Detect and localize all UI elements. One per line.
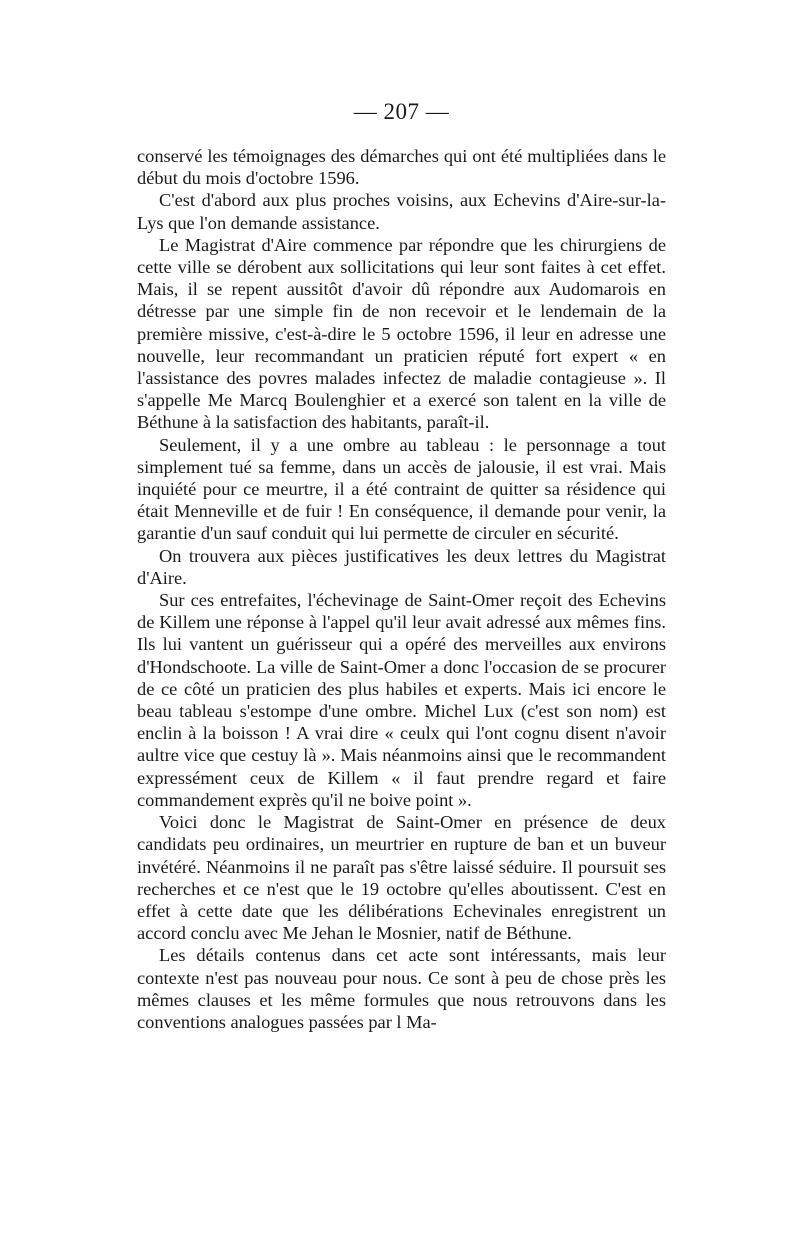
paragraph: Seulement, il y a une ombre au tableau : le personnage a tout simplement tué sa femme, dans un accès de jalousie, il est vrai. Mais inquiété pour ce meurtre, il a été contraint de quitter sa résidence qui était Menneville et de fuir ! En conséquence, il demande pour venir, la garantie d'un sauf conduit qui lui permette de circuler en sécurité. bbox=[137, 434, 666, 544]
page-number: — 207 — bbox=[353, 99, 450, 124]
paragraph: Les détails contenus dans cet acte sont intéressants, mais leur contexte n'est pas nouveau pour nous. Ce sont à peu de chose près les mêmes clauses et les même formules que nous retrouvons dans les conventions analogues passées par l Ma- bbox=[137, 945, 666, 1032]
paragraph: C'est d'abord aux plus proches voisins, aux Echevins d'Aire-sur-la-Lys que l'on demande assistance. bbox=[137, 190, 666, 233]
paragraph: On trouvera aux pièces justificatives les deux lettres du Magistrat d'Aire. bbox=[137, 545, 666, 588]
paragraph: Le Magistrat d'Aire commence par répondre que les chirurgiens de cette ville se dérobent aux sollicitations qui leur sont faites à cet effet. Mais, il se repent aussitôt d'avoir dû répondre aux Audomarois en détresse par une simple fin de non recevoir et le lendemain de la première missive, c'est-à-dire le 5 octobre 1596, il leur en adresse une nouvelle, leur recommandant un praticien réputé fort expert « en l'assistance des povres malades infectez de maladie contagieuse ». Il s'appelle Me Marcq Boulenghier et a exercé son talent en la ville de Béthune à la satisfaction des habitants, paraît-il. bbox=[137, 234, 666, 433]
paragraph: Voici donc le Magistrat de Saint-Omer en présence de deux candidats peu ordinaires, un meurtrier en rupture de ban et un buveur invétéré. Néanmoins il ne paraît pas s'être laissé séduire. Il poursuit ses recherches et ce n'est que le 19 octobre qu'elles aboutissent. C'est en effet à cette date que les délibérations Echevinales enregistrent un accord conclu avec Me Jehan le Mosnier, natif de Béthune. bbox=[137, 812, 666, 944]
body-text bbox=[137, 145, 666, 1033]
paragraph: Sur ces entrefaites, l'échevinage de Saint-Omer reçoit des Echevins de Killem une réponse à l'appel qu'il leur avait adressé aux mêmes fins. Ils lui vantent un guérisseur qui a opéré des merveilles aux environs d'Hondschoote. La ville de Saint-Omer a donc l'occasion de se procurer de ce côté un praticien des plus habiles et experts. Mais ici encore le beau tableau s'estompe d'une ombre. Michel Lux (c'est son nom) est enclin à la boisson ! A vrai dire « ceulx qui l'ont cognu disent n'avoir aultre vice que cestuy là ». Mais néanmoins ainsi que le recommandent expressément ceux de Killem « il faut prendre regard et faire commandement exprès qu'il ne boive point ». bbox=[137, 590, 666, 810]
paragraph: conservé les témoignages des démarches qui ont été multipliées dans le début du mois d'octobre 1596. bbox=[137, 146, 666, 189]
book-page bbox=[137, 97, 666, 1033]
